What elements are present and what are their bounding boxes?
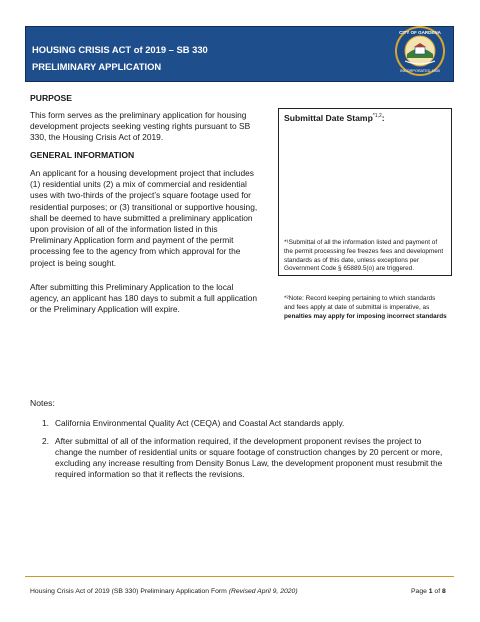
footer-form-title: Housing Crisis Act of 2019 (SB 330) Preliminary Application Form (Revised April 9, 2020) bbox=[30, 588, 298, 595]
svg-text:CITY OF GARDENA: CITY OF GARDENA bbox=[399, 30, 441, 35]
city-seal-logo bbox=[394, 25, 446, 77]
document-subtitle: PRELIMINARY APPLICATION bbox=[32, 61, 162, 72]
general-information-paragraph: An applicant for a housing development project that includes (1) residential units (2) a mix of commercial and residential uses with two-thirds of the project’s square footage used for residential purposes; or (3) transitional or supportive housing, shall be deemed to have submitted a preliminary application upon provision of all of the information listed in this Preliminary Application form and payment of the permit processing fee to the agency from which approval for the project is being sought. bbox=[30, 168, 258, 268]
stamp-note-2: *²Note: Record keeping pertaining to which standards and fees apply at date of submittal is imperative, as penalties may apply for imposing incorrect standards bbox=[284, 295, 447, 320]
submittal-date-stamp-box bbox=[278, 108, 452, 320]
general-information-heading: GENERAL INFORMATION bbox=[30, 150, 135, 160]
stamp-note-1: *¹Submittal of all the information listed and payment of the permit processing fee freezes fees and development standards as of this date, unless exceptions per Government Code § 65889.5(o) are triggered. bbox=[284, 239, 444, 273]
title-banner bbox=[25, 26, 454, 82]
stamp-title: Submittal Date Stamp$^{*1,2}$: bbox=[284, 113, 385, 123]
footer-rule bbox=[25, 576, 454, 577]
notes-heading: Notes: bbox=[30, 398, 55, 408]
expiration-paragraph: After submitting this Preliminary Application to the local agency, an applicant has 180 days to submit a full application or the Preliminary Application will expire. bbox=[30, 282, 258, 315]
purpose-text: This form serves as the preliminary application for housing development projects seeking vesting rights pursuant to SB 330, the Housing Crisis Act of 2019. bbox=[30, 110, 251, 143]
page-number: Page 1 of 8 bbox=[411, 588, 446, 595]
svg-text:INCORPORATED 1930: INCORPORATED 1930 bbox=[400, 69, 440, 73]
purpose-heading: PURPOSE bbox=[30, 93, 73, 103]
document-title: HOUSING CRISIS ACT of 2019 – SB 330 bbox=[32, 44, 208, 55]
